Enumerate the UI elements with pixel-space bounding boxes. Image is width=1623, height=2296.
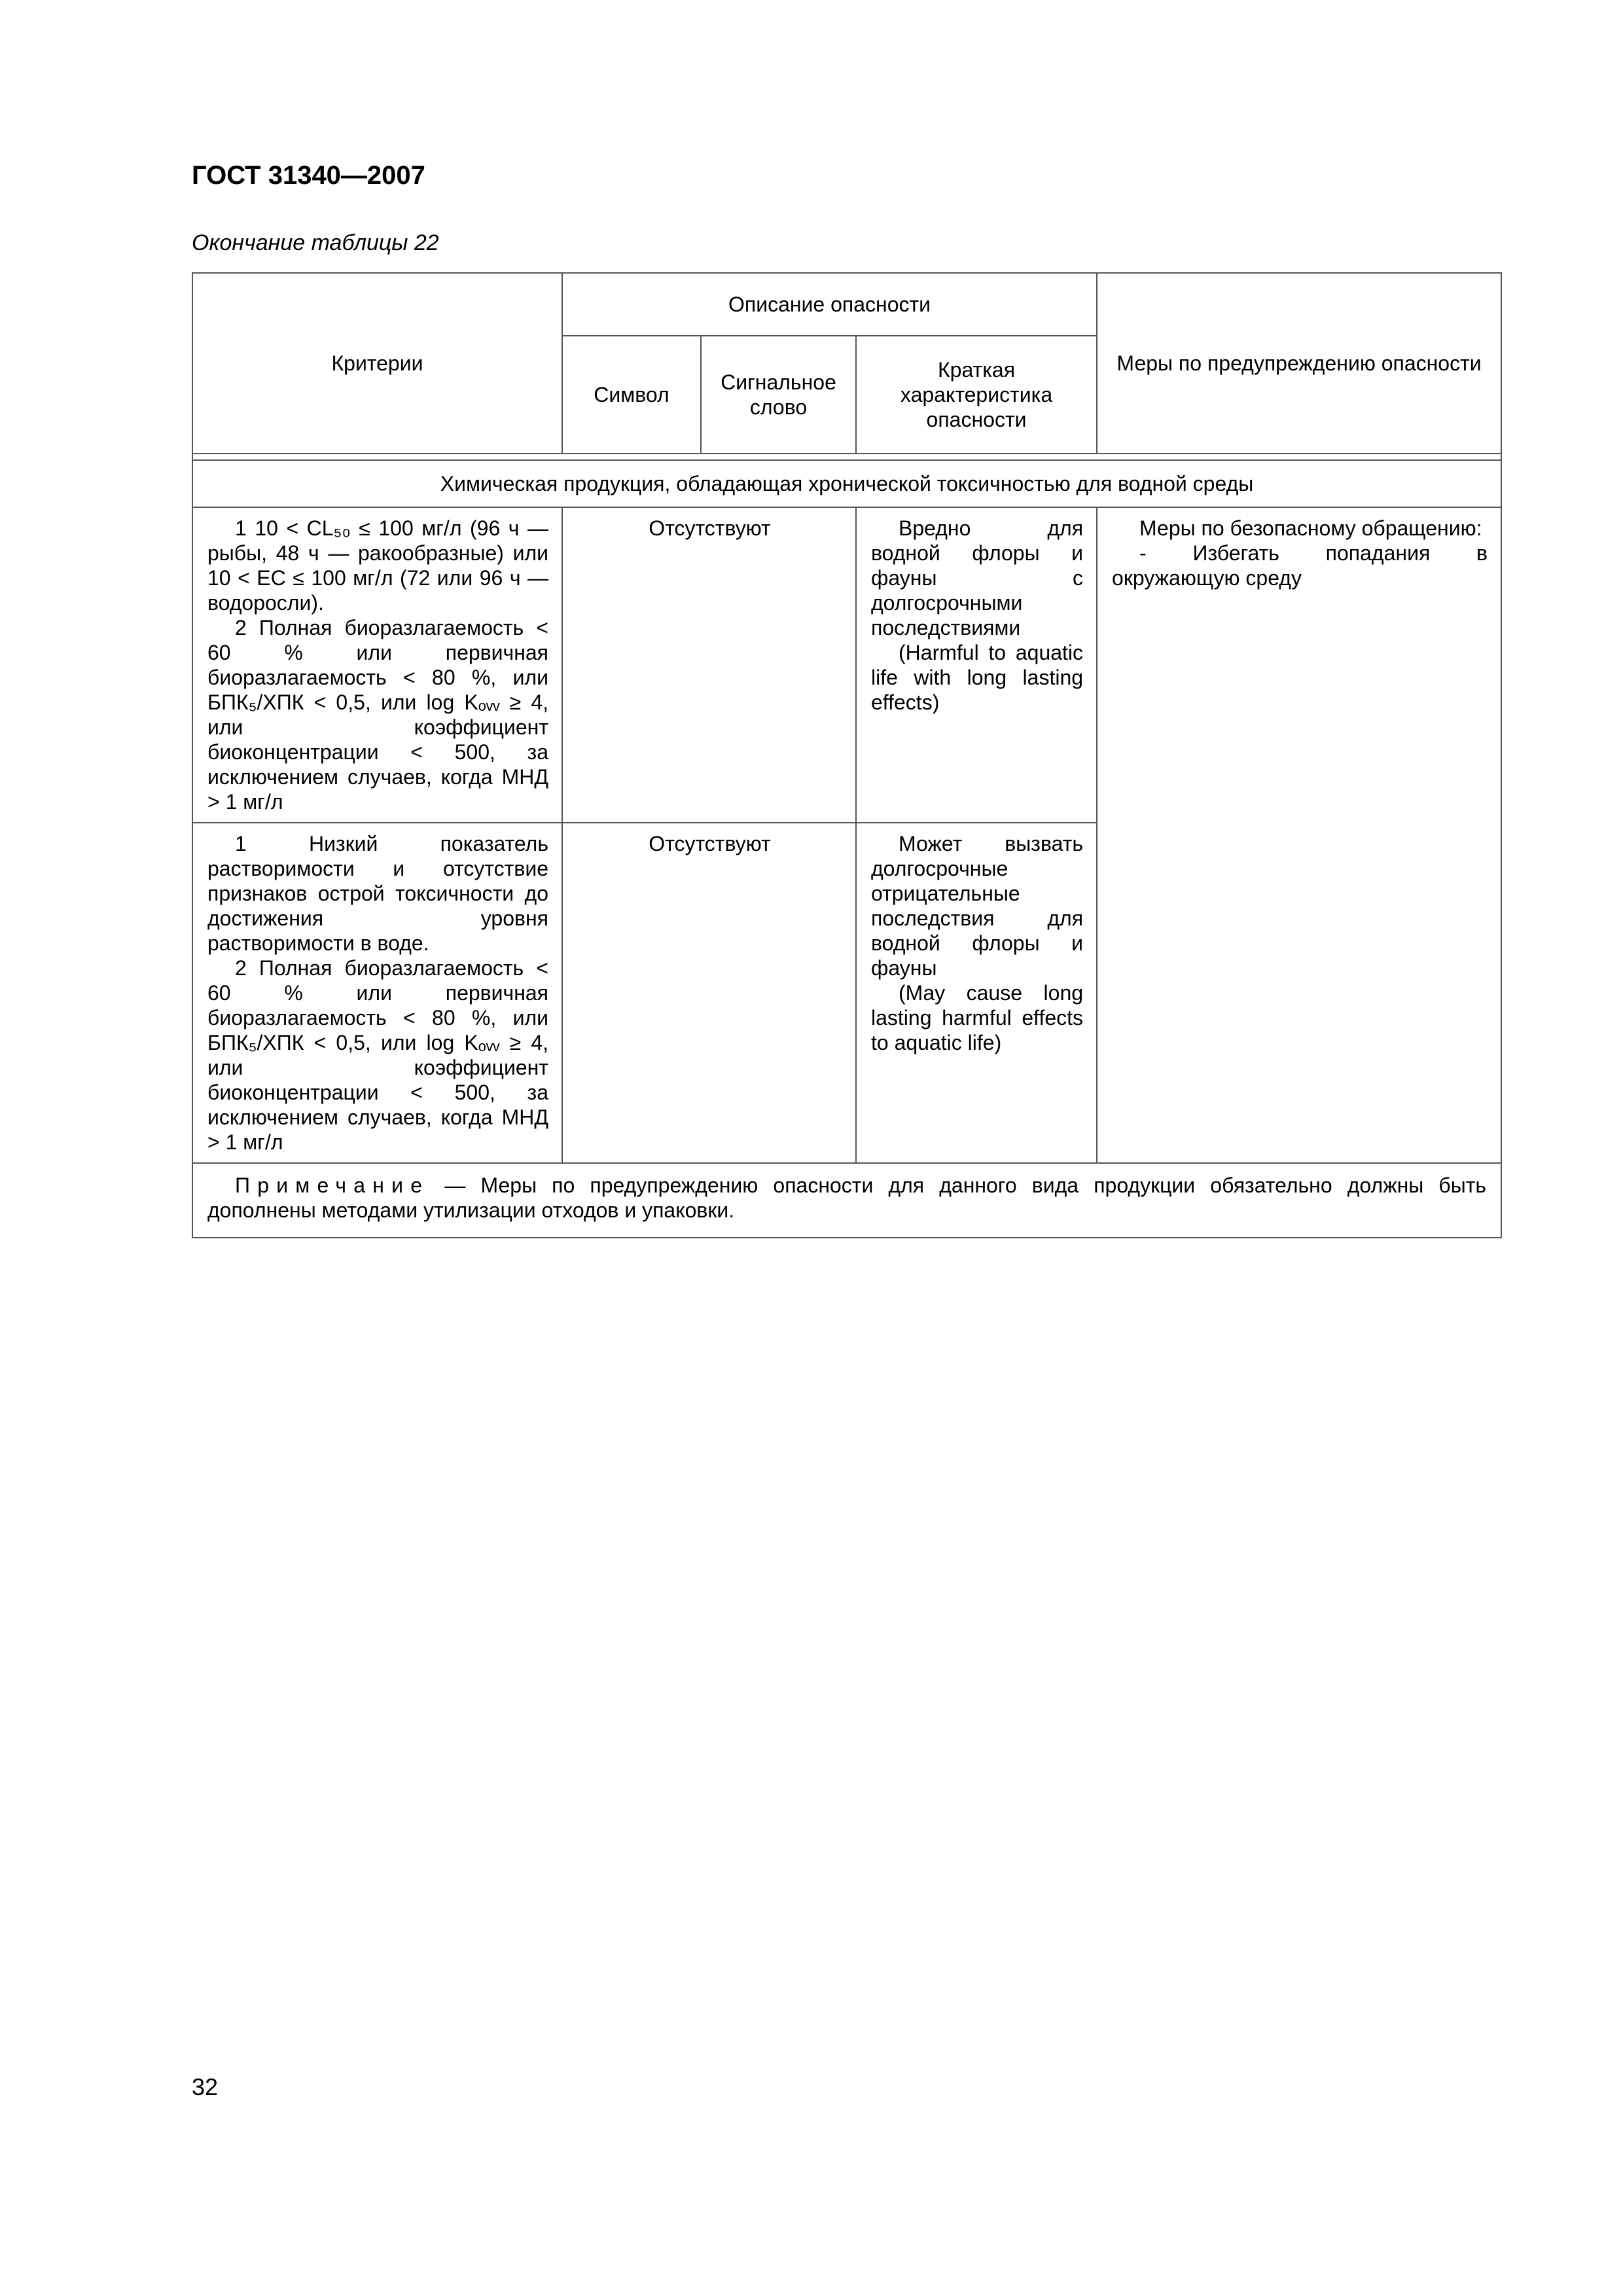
header-separator [192,454,1501,460]
row1-symbol-signal: Отсутствуют [562,507,856,823]
measures-cell [1097,507,1501,1163]
note-text: — Меры по предупреждению опасности для данного вида продукции обязательно должны быть дополнены методами утилизации отходов и упаковки. [207,1174,1487,1222]
row1-brief-en: (Harmful to aquatic life with long lasting effects) [871,641,1084,714]
row1-criteria-item2: 2 Полная биоразлагаемость < 60 % или первичная биоразлагаемость < 80 %, или БПК₅/ХПК < 0,5, или log Kₒᵥᵥ ≥ 4, или коэффициент биоконцентрации < 500, за исключением случаев, когда МНД > 1 мг/л [207,616,548,814]
row2-brief [856,823,1097,1163]
row2-brief-ru: Может вызвать долгосрочные отрицательные последствия для водной флоры и фауны [871,832,1084,980]
header-hazard-description: Описание опасности [562,273,1097,336]
hazard-table [192,272,1502,1238]
header-symbol: Символ [562,336,701,454]
header-signal-word: Сигнальное слово [701,336,856,454]
table-row [192,507,1501,823]
row2-criteria-item2: 2 Полная биоразлагаемость < 60 % или первичная биоразлагаемость < 80 %, или БПК₅/ХПК < 0,5, или log Kₒᵥᵥ ≥ 4, или коэффициент биоконцентрации < 500, за исключением случаев, когда МНД > 1 мг/л [207,956,548,1154]
table-note [192,1163,1501,1238]
row2-criteria-item1: 1 Низкий показатель растворимости и отсутствие признаков острой токсичности до достижения уровня растворимости в воде. [207,832,548,955]
document-code: ГОСТ 31340—2007 [192,161,425,190]
section-title: Химическая продукция, обладающая хронической токсичностью для водной среды [192,460,1501,507]
note-label: Примечание [235,1174,430,1197]
header-brief-description: Краткая характеристика опасности [856,336,1097,454]
row1-criteria [192,507,562,823]
table-caption: Окончание таблицы 22 [192,230,439,255]
header-criteria: Критерии [192,273,562,454]
measures-item1: Меры по безопасному обращению: [1139,516,1482,540]
page-number: 32 [192,2073,219,2100]
header-measures: Меры по предупреждению опасности [1097,273,1501,454]
row1-brief-ru: Вредно для водной флоры и фауны с долгосрочными последствиями [871,516,1084,639]
row2-brief-en: (May cause long lasting harmful effects to aquatic life) [871,981,1084,1054]
row2-criteria [192,823,562,1163]
measures-item2: - Избегать попадания в окружающую среду [1112,541,1488,590]
row1-brief [856,507,1097,823]
row2-symbol-signal: Отсутствуют [562,823,856,1163]
row1-criteria-item1: 1 10 < CL₅₀ ≤ 100 мг/л (96 ч — рыбы, 48 ч — ракообразные) или 10 < EC ≤ 100 мг/л (72 или 96 ч — водоросли). [207,516,548,615]
